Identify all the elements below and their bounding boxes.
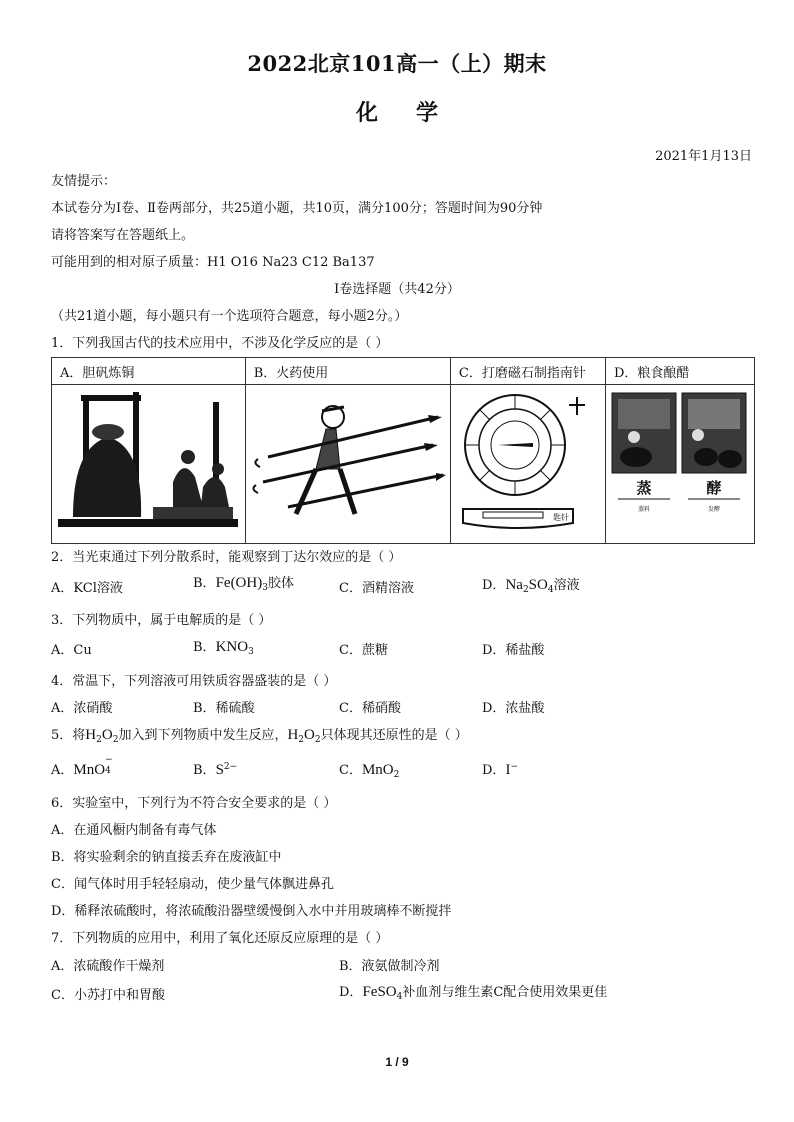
q6-option-c: C．闻气体时用手轻轻扇动，使少量气体飘进鼻孔 [51, 877, 334, 892]
q1-figure-d [606, 385, 755, 544]
gunpowder-illustration [248, 387, 448, 537]
notice-heading: 友情提示： [51, 174, 117, 189]
q1-option-c: C．打磨磁石制指南针 [450, 358, 605, 385]
q3-stem: 3．下列物质中，属于电解质的是（ ） [51, 613, 272, 628]
page-title: 2022北京101高一（上）期末 [247, 51, 547, 76]
section-instruction: （共21道小题，每小题只有一个选项符合题意，每小题2分。） [51, 309, 408, 324]
q4-stem: 4．常温下，下列溶液可用铁质容器盛装的是（ ） [51, 674, 337, 689]
subject-title: 化学 [355, 100, 476, 126]
q4-option-a: A．浓硝酸 [51, 701, 113, 716]
q1-table [51, 357, 755, 544]
q7-option-b: B．液氨做制冷剂 [339, 959, 440, 974]
fig-d-label-ferment: 酵 [706, 479, 722, 497]
q6-stem: 6．实验室中，下列行为不符合安全要求的是（ ） [51, 796, 337, 811]
fig-d-label-steam: 蒸 [636, 479, 652, 497]
q1-figure-c [450, 385, 605, 544]
q1-stem: 1．下列我国古代的技术应用中，不涉及化学反应的是（ ） [51, 336, 389, 351]
q7-option-c: C．小苏打中和胃酸 [51, 988, 165, 1003]
q2-option-d: D．$Na_2SO_4$溶液 [482, 577, 580, 595]
q4-option-d: D．浓盐酸 [482, 701, 545, 716]
q5-stem: 5．将$H_2O_2$加入到下列物质中发生反应，$H_2O_2$只体现其还原性的是（ ） [51, 727, 468, 745]
exam-date: 2021年1月13日 [655, 149, 752, 164]
q6-option-d: D．稀释浓硫酸时，将浓硫酸沿器壁缓慢倒入水中并用玻璃棒不断搅拌 [51, 904, 452, 919]
q1-figure-a [52, 385, 246, 544]
q7-option-a: A．浓硫酸作干燥剂 [51, 959, 165, 974]
q4-option-c: C．稀硝酸 [339, 701, 401, 716]
q5-option-c: C．MnO$_2$ [339, 762, 400, 780]
q7-option-d: D．FeSO$_4$补血剂与维生素C配合使用效果更佳 [339, 984, 608, 1002]
notice-line-1: 本试卷分为Ⅰ卷、Ⅱ卷两部分，共25道小题，共10页，满分100分；答题时间为90分钟 [51, 201, 543, 216]
q5-option-b: B．$S^{2-}$ [193, 762, 238, 778]
q2-option-b: B．$Fe(OH)_3$胶体 [193, 575, 294, 593]
q1-figure-b [245, 385, 450, 544]
q2-stem: 2．当光束通过下列分散系时，能观察到丁达尔效应的是（ ） [51, 550, 402, 565]
q7-stem: 7．下列物质的应用中，利用了氧化还原反应原理的是（ ） [51, 931, 389, 946]
q2-option-a: A．KCl溶液 [51, 581, 123, 596]
q2-option-c: C．酒精溶液 [339, 581, 414, 596]
q5-option-d: D．I− [482, 762, 518, 778]
q6-option-b: B．将实验剩余的钠直接丢弃在废液缸中 [51, 850, 282, 865]
q5-option-a: A．MnO − 4 [51, 755, 113, 778]
vinegar-brewing-illustration [606, 387, 754, 537]
q1-option-a: A．胆矾炼铜 [52, 358, 246, 385]
q1-option-b: B．火药使用 [245, 358, 450, 385]
q3-option-d: D．稀盐酸 [482, 643, 545, 658]
q4-option-b: B．稀硫酸 [193, 701, 255, 716]
fig-d-small-2: 发酵 [707, 506, 721, 513]
q3-option-c: C．蔗糖 [339, 643, 388, 658]
q3-option-a: A．Cu [51, 643, 92, 658]
q1-option-d: D．粮食酿醋 [606, 358, 755, 385]
compass-illustration [453, 387, 603, 537]
q6-option-a: A．在通风橱内制备有毒气体 [51, 823, 217, 838]
fig-d-small-1: 蒸料 [637, 506, 651, 513]
compass-label: 匙针 [552, 513, 569, 522]
atomic-masses: 可能用到的相对原子质量：H1 O16 Na23 C12 Ba137 [51, 255, 375, 270]
q3-option-b: B．$KNO_3$ [193, 639, 254, 657]
page-number: 1 / 9 [385, 1055, 409, 1069]
section-title: Ⅰ卷选择题（共42分） [334, 282, 460, 297]
notice-line-2: 请将答案写在答题纸上。 [51, 228, 195, 243]
copper-smelting-illustration [53, 387, 243, 537]
